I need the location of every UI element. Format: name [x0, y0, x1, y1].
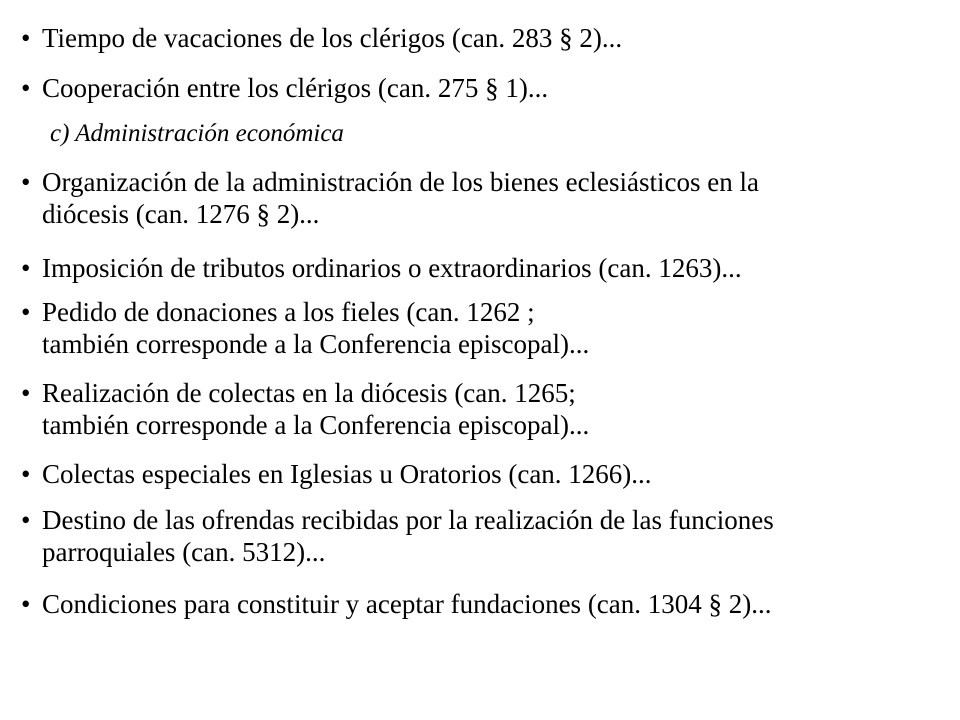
bullet-text [42, 504, 941, 568]
bullet-glyph: • [21, 378, 31, 408]
bullet-item-colectas-especiales [21, 458, 941, 490]
bullet-glyph: • [21, 505, 31, 535]
bullet-item-cooperacion [21, 72, 941, 104]
bullet-text [42, 22, 941, 54]
bullet-text-line: parroquiales (can. 5312)... [42, 537, 326, 567]
bullet-item-ofrendas [21, 504, 941, 568]
bullet-glyph: • [21, 253, 31, 283]
bullet-text-line: también corresponde a la Conferencia episcopal)... [42, 329, 590, 359]
bullet-text [42, 458, 941, 490]
bullet-glyph: • [21, 459, 31, 489]
bullet-text [42, 252, 941, 284]
bullet-text-line: Tiempo de vacaciones de los clérigos (can. 283 § 2)... [42, 23, 623, 53]
bullet-item-vacaciones [21, 22, 941, 54]
bullet-text-line: también corresponde a la Conferencia episcopal)... [42, 410, 590, 440]
bullet-text-line: Pedido de donaciones a los fieles (can. 1262 ; [42, 297, 535, 327]
bullet-item-tributos [21, 252, 941, 284]
bullet-item-organizacion [21, 166, 941, 230]
section-subheading: c) Administración económica [50, 120, 344, 147]
bullet-item-donaciones [21, 296, 941, 360]
bullet-item-fundaciones [21, 588, 941, 620]
bullet-text-line: Destino de las ofrendas recibidas por la realización de las funciones [42, 505, 774, 535]
bullet-glyph: • [21, 167, 31, 197]
bullet-item-colectas-diocesis [21, 377, 941, 441]
bullet-glyph: • [21, 73, 31, 103]
bullet-text [42, 166, 941, 230]
bullet-text-line: Colectas especiales en Iglesias u Oratorios (can. 1266)... [42, 459, 652, 489]
bullet-text-line: Condiciones para constituir y aceptar fundaciones (can. 1304 § 2)... [42, 589, 772, 619]
bullet-text-line: Cooperación entre los clérigos (can. 275 § 1)... [42, 73, 549, 103]
bullet-text-line: Organización de la administración de los bienes eclesiásticos en la [42, 167, 760, 197]
bullet-text [42, 72, 941, 104]
bullet-text [42, 377, 941, 441]
bullet-text-line: Realización de colectas en la diócesis (can. 1265; [42, 378, 576, 408]
bullet-glyph: • [21, 23, 31, 53]
bullet-text [42, 588, 941, 620]
bullet-glyph: • [21, 297, 31, 327]
bullet-text-line: Imposición de tributos ordinarios o extraordinarios (can. 1263)... [42, 253, 742, 283]
bullet-glyph: • [21, 589, 31, 619]
bullet-text-line: diócesis (can. 1276 § 2)... [42, 199, 320, 229]
bullet-text [42, 296, 941, 360]
